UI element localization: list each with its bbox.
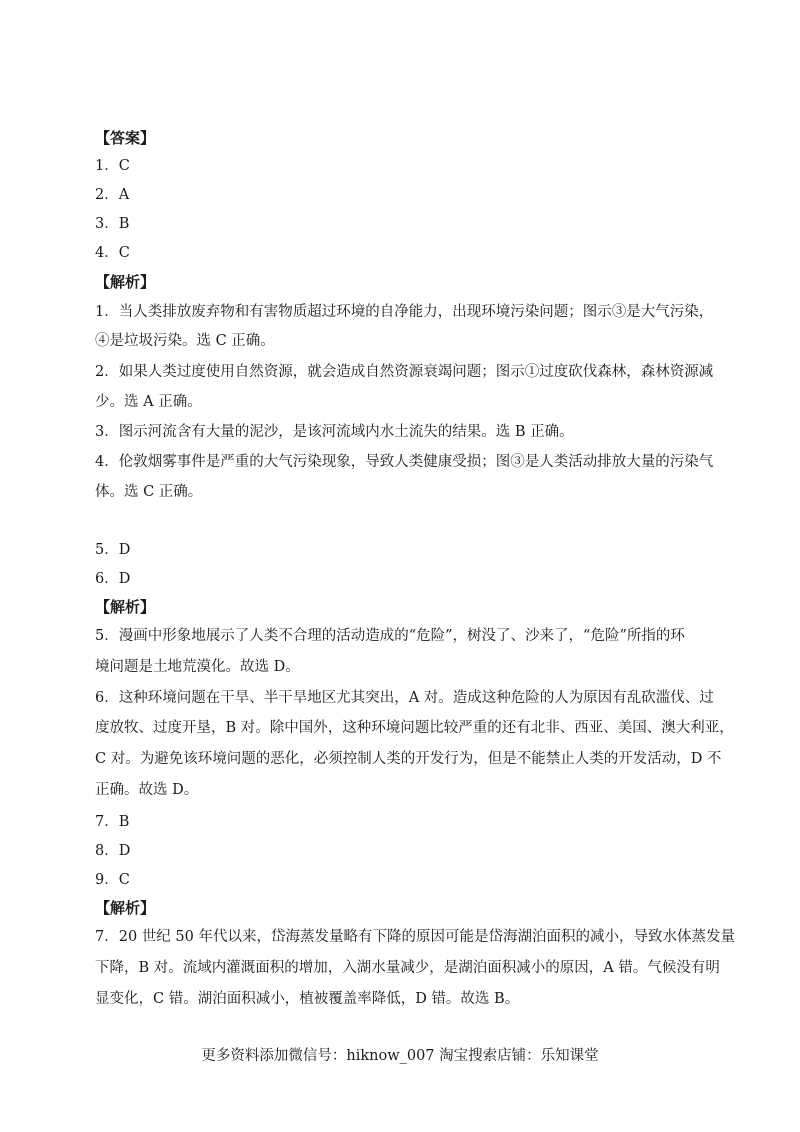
answer-line: 6．D [95, 571, 131, 587]
answer-heading: 【答案】 [95, 129, 156, 147]
answer-line: 2．A [95, 187, 130, 203]
analysis-line: 5．漫画中形象地展示了人类不合理的活动造成的“危险”，树没了、沙来了，“危险”所指的环 [95, 628, 685, 644]
analysis-line: 正确。故选 D。 [95, 782, 199, 798]
analysis-heading: 【解析】 [95, 273, 156, 291]
answer-line: 3．B [95, 216, 130, 232]
analysis-line: 度放牧、过度开垦，B 对。除中国外，这种环境问题比较严重的还有北非、西亚、美国、澳大利亚， [95, 720, 734, 736]
analysis-line: 下降，B 对。流域内灌溉面积的增加，入湖水量减少，是湖泊面积减小的原因，A 错。气候没有明 [95, 960, 720, 976]
analysis-line: 显变化，C 错。湖泊面积减小，植被覆盖率降低，D 错。故选 B。 [95, 991, 520, 1007]
analysis-heading: 【解析】 [95, 598, 156, 616]
answer-line: 5．D [95, 542, 131, 558]
analysis-line: 体。选 C 正确。 [95, 484, 203, 500]
analysis-line: ④是垃圾污染。选 C 正确。 [95, 333, 275, 349]
analysis-line: 境问题是土地荒漠化。故选 D。 [95, 659, 300, 675]
analysis-line: 7．20 世纪 50 年代以来，岱海蒸发量略有下降的原因可能是岱海湖泊面积的减小，导致水体蒸发量 [95, 929, 735, 945]
answer-line: 9．C [95, 872, 130, 888]
analysis-line: 6．这种环境问题在干旱、半干旱地区尤其突出，A 对。造成这种危险的人为原因有乱砍滥伐、过 [95, 690, 714, 706]
analysis-line: C 对。为避免该环境问题的恶化，必须控制人类的开发行为，但是不能禁止人类的开发活动，D 不 [95, 751, 722, 767]
analysis-line: 3．图示河流含有大量的泥沙，是该河流域内水土流失的结果。选 B 正确。 [95, 424, 574, 440]
answer-line: 8．D [95, 843, 131, 859]
analysis-line: 1．当人类排放废弃物和有害物质超过环境的自净能力，出现环境污染问题；图示③是大气污染， [95, 304, 714, 320]
analysis-line: 4．伦敦烟雾事件是严重的大气污染现象，导致人类健康受损；图③是人类活动排放大量的污染气 [95, 454, 714, 470]
answer-line: 1．C [95, 158, 130, 174]
answer-line: 4．C [95, 245, 130, 261]
analysis-heading: 【解析】 [95, 899, 156, 917]
page-footer: 更多资料添加微信号：hiknow_007 淘宝搜索店铺：乐知课堂 [201, 1048, 599, 1064]
answer-line: 7．B [95, 814, 130, 830]
analysis-line: 2．如果人类过度使用自然资源，就会造成自然资源衰竭问题；图示①过度砍伐森林，森林资源减 [95, 364, 714, 380]
analysis-line: 少。选 A 正确。 [95, 394, 202, 410]
